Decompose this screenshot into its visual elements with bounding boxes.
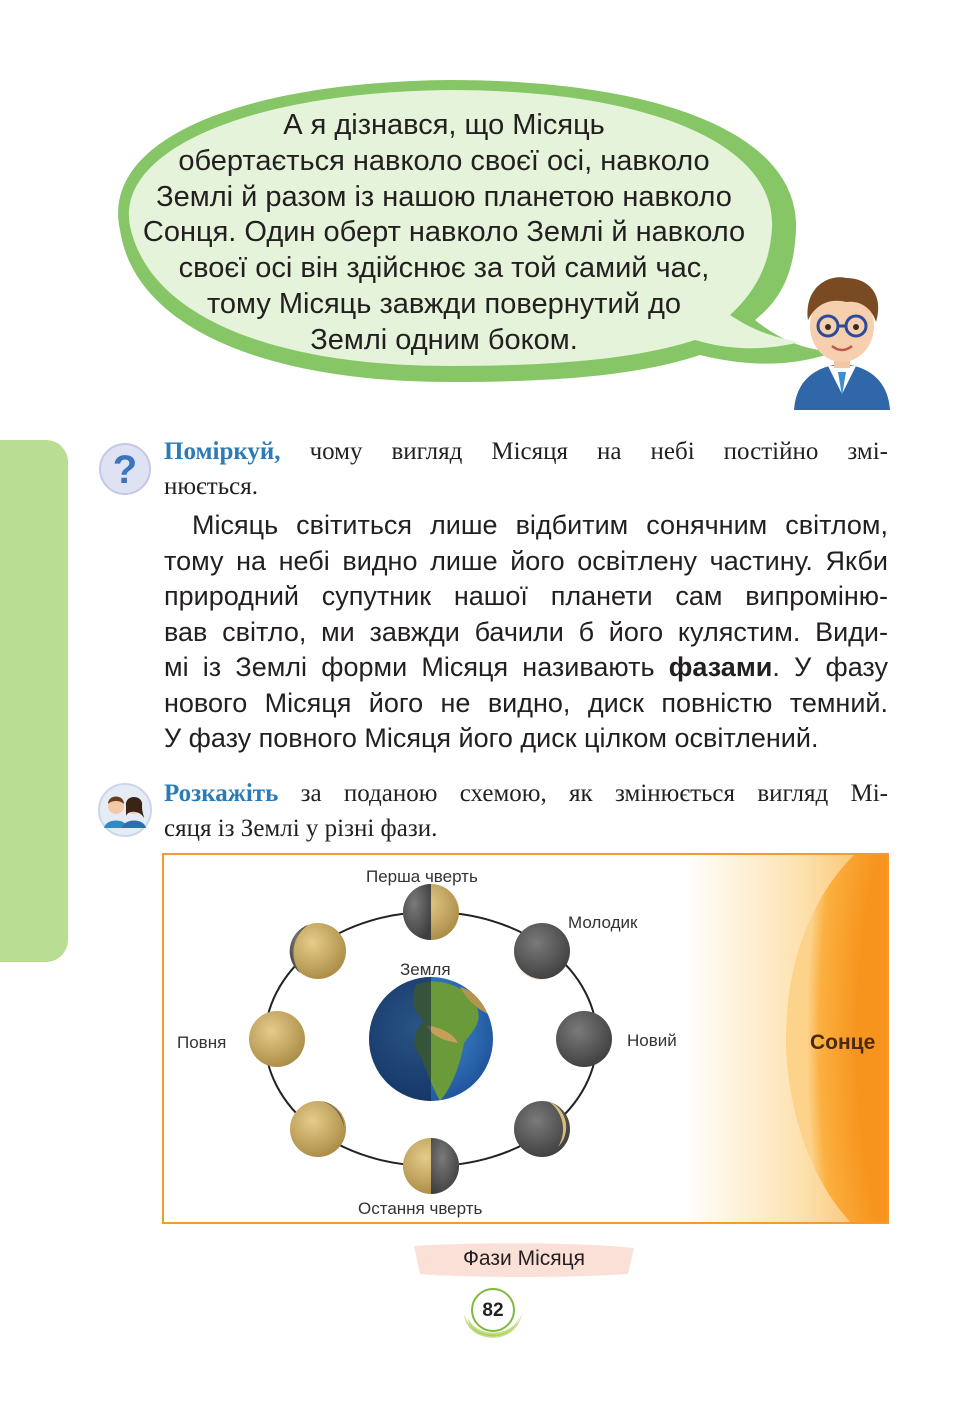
question-text: чому вигляд Місяця на небі постійно змі- (280, 438, 888, 465)
task-text: за поданою схемою, як змінюється вигляд Мі- (278, 780, 888, 807)
paragraph-line: вав світло, ми завжди бачили б його кулястим. Види- (164, 616, 888, 647)
term-phases: фазами (668, 652, 773, 682)
moon-waning-crescent (514, 1101, 570, 1157)
question-text-line2: нюється. (164, 473, 258, 500)
label-young-moon: Молодик (568, 913, 638, 932)
bubble-line: своєї осі він здійснює за той самий час, (178, 252, 710, 285)
moon-new (556, 1011, 612, 1067)
task-text-line2: сяця із Землі у різні фази. (164, 815, 438, 842)
paragraph-line: природний супутник нашої планети сам випроміню- (164, 581, 888, 611)
two-children-icon (98, 782, 152, 838)
moon-full (249, 1011, 305, 1067)
bubble-line: Сонця. Один оберт навколо Землі й навколо (142, 216, 746, 249)
paragraph-line: У фазу повного Місяця його диск цілком освітлений. (164, 723, 819, 753)
speech-bubble-text (128, 108, 760, 359)
label-first-quarter: Перша чверть (366, 867, 478, 886)
moon-phases-diagram (162, 853, 889, 1224)
earth-globe (369, 977, 493, 1101)
paragraph-line: Місяць світиться лише відбитим сонячним світлом, (192, 510, 888, 540)
moon-last-quarter (403, 1138, 459, 1194)
question-lead: Поміркуй, (164, 438, 281, 465)
paragraph-line: нового Місяця його не видно, диск повністю темний. (164, 687, 888, 718)
label-sun: Сонце (810, 1031, 876, 1054)
paragraph-text: . У фазу (772, 652, 888, 682)
page-number: 82 (482, 1300, 504, 1321)
main-paragraph (164, 508, 888, 757)
side-tab (0, 440, 68, 962)
bubble-line: обертається навколо своєї осі, навколо (178, 144, 710, 177)
bubble-line: Землі одним боком. (310, 323, 578, 356)
svg-text:?: ? (112, 448, 138, 492)
moon-waxing-gibbous (290, 923, 346, 979)
paragraph-line: тому на небі видно лише його освітлену частину. Якби (164, 545, 888, 576)
label-new: Новий (627, 1031, 677, 1050)
moon-young (514, 923, 570, 980)
bubble-line: А я дізнався, що Місяць (283, 109, 605, 141)
figure-caption: Фази Місяця (462, 1247, 586, 1270)
task-prompt (164, 776, 888, 846)
moon-first-quarter (403, 884, 459, 940)
label-last-quarter: Остання чверть (358, 1199, 483, 1218)
diagram-graphic (164, 855, 889, 1224)
bubble-line: тому Місяць завжди повернутий до (206, 287, 682, 320)
label-full: Повня (177, 1033, 227, 1052)
moon-waning-gibbous (290, 1101, 346, 1157)
label-earth: Земля (400, 960, 451, 979)
paragraph-text: мі із Землі форми Місяця називають (164, 652, 669, 682)
task-lead: Розкажіть (164, 780, 279, 807)
bubble-line: Землі й разом із нашою планетою навколо (156, 180, 732, 213)
question-icon (98, 442, 152, 496)
boy-illustration (790, 268, 894, 410)
question-prompt (164, 434, 888, 504)
paragraph-line (164, 650, 888, 686)
